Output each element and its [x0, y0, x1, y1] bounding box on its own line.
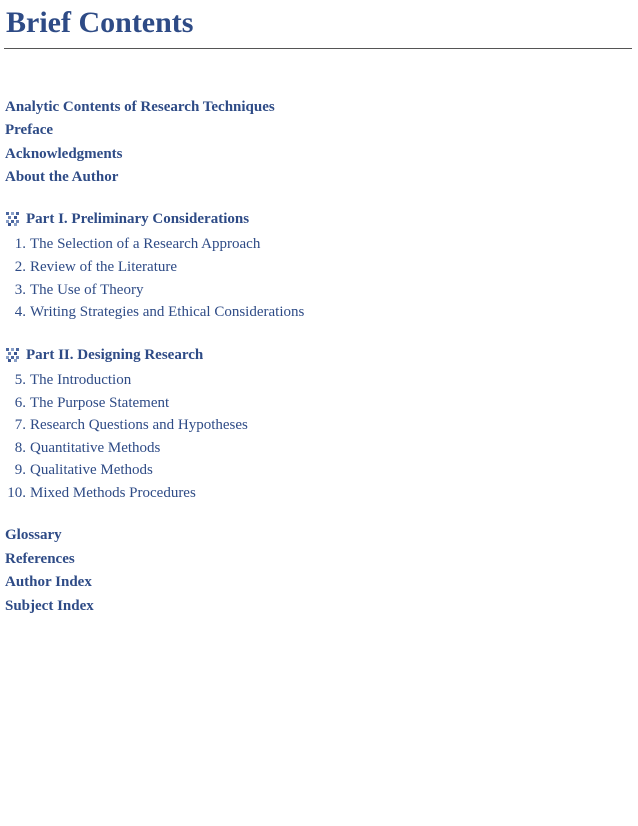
toc-link-author-index[interactable]: Author Index [5, 574, 92, 590]
part-icon [5, 211, 21, 227]
toc-link-acknowledgments[interactable]: Acknowledgments [5, 146, 123, 162]
chapter-link-1[interactable]: 1. The Selection of a Research Approach [14, 236, 261, 252]
chapter-link-5[interactable]: 5. The Introduction [14, 372, 132, 388]
chapter-link-7[interactable]: 7. Research Questions and Hypotheses [14, 417, 248, 433]
page-title: Brief Contents [6, 6, 194, 39]
chapter-link-3[interactable]: 3. The Use of Theory [14, 282, 144, 298]
toc-link-references[interactable]: References [5, 551, 75, 567]
chapter-link-10[interactable]: 10. Mixed Methods Procedures [7, 485, 196, 501]
chapter-link-9[interactable]: 9. Qualitative Methods [14, 462, 153, 478]
part-1-title: Part I. Preliminary Considerations [26, 211, 250, 227]
chapter-link-6[interactable]: 6. The Purpose Statement [14, 395, 170, 411]
part-2-heading[interactable] [5, 345, 203, 365]
chapter-link-8[interactable]: 8. Quantitative Methods [14, 440, 161, 456]
title-divider [4, 48, 632, 49]
toc-link-glossary[interactable]: Glossary [5, 527, 62, 543]
toc-link-about-author[interactable]: About the Author [5, 169, 119, 185]
chapter-link-2[interactable]: 2. Review of the Literature [14, 259, 178, 275]
chapter-link-4[interactable]: 4. Writing Strategies and Ethical Considerations [14, 304, 305, 320]
part-2-title: Part II. Designing Research [26, 347, 204, 363]
toc-link-analytic-contents[interactable]: Analytic Contents of Research Techniques [5, 99, 275, 115]
toc-link-preface[interactable]: Preface [5, 122, 54, 138]
part-1-heading[interactable] [5, 209, 249, 229]
part-icon [5, 347, 21, 363]
toc-link-subject-index[interactable]: Subject Index [5, 598, 94, 614]
